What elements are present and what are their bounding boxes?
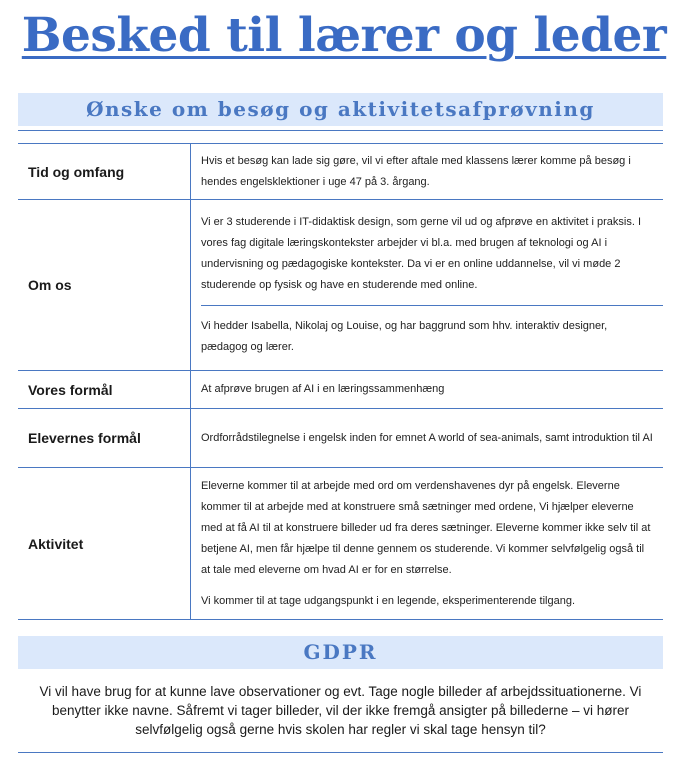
info-table bbox=[18, 143, 663, 620]
row-text-secondary: Vi kommer til at tage udgangspunkt i en legende, eksperimenterende tilgang. bbox=[201, 594, 576, 607]
table-row bbox=[18, 468, 663, 620]
row-text: At afprøve brugen af AI i en læringssammenhæng bbox=[201, 383, 445, 395]
cell-divider bbox=[201, 305, 663, 306]
row-value-aktivitet bbox=[191, 468, 664, 620]
row-text-secondary: Vi hedder Isabella, Nikolaj og Louise, og har baggrund som hhv. interaktiv designer, pædagog og lærer. bbox=[201, 320, 608, 353]
subtitle-banner: Ønske om besøg og aktivitetsafprøvning bbox=[18, 93, 663, 126]
row-label-om-os: Om os bbox=[18, 200, 191, 371]
row-value-tid bbox=[191, 144, 664, 200]
gdpr-heading: GDPR bbox=[18, 636, 663, 669]
row-label-vores-formaal: Vores formål bbox=[18, 371, 191, 409]
row-label-tid: Tid og omfang bbox=[18, 144, 191, 200]
table-row bbox=[18, 200, 663, 371]
table-row bbox=[18, 409, 663, 468]
row-text: Hvis et besøg kan lade sig gøre, vil vi efter aftale med klassens lærer komme på besøg i hendes engelsklektioner i uge 47 på 3. årgang. bbox=[201, 154, 631, 188]
page-title: Besked til lærer og leder bbox=[21, 8, 667, 63]
row-text: Ordforrådstilegnelse i engelsk inden for emnet A world of sea-animals, samt introduktion til AI bbox=[201, 431, 653, 444]
table-row bbox=[18, 371, 663, 409]
gdpr-text: Vi vil have brug for at kunne lave observationer og evt. Tage nogle billeder af arbejdssituationerne. Vi benytter ikke navne. Såfremt vi tager billeder, vil der ikke fremgå ansigter på billederne – vi hører selvfølgelig også gerne hvis skolen har regler vi skal tage hensyn til? bbox=[39, 684, 642, 737]
row-text: Eleverne kommer til at arbejde med ord om verdenshavenes dyr på engelsk. Eleverne kommer til at arbejde med at konstruere små sætninger med ordene, Vi hjælper eleverne med at få AI til at konstruere billeder ud fra deres sætninger. Eleverne kommer ikke selv til at betjene AI, men får hjælpe til denne gennem os studerende. Vi kommer selvfølgelig også til at tale med eleverne om hvad AI er for en størrelse. bbox=[201, 479, 651, 576]
row-text: Vi er 3 studerende i IT-didaktisk design, som gerne vil ud og afprøve en aktivitet i praksis. I vores fag digitale læringskontekster arbejder vi bl.a. med brugen af teknologi og AI i undervisning og pædagogiske kontekster. Da vi er en online uddannelse, vil vi møde 2 studerende op fysisk og have en studerende med online. bbox=[201, 216, 642, 291]
row-value-om-os bbox=[191, 200, 664, 371]
subtitle-underline bbox=[18, 130, 663, 131]
row-label-aktivitet: Aktivitet bbox=[18, 468, 191, 620]
row-value-vores-formaal bbox=[191, 371, 664, 409]
row-value-elevernes-formaal bbox=[191, 409, 664, 468]
table-row bbox=[18, 144, 663, 200]
row-label-elevernes-formaal: Elevernes formål bbox=[18, 409, 191, 468]
bottom-divider bbox=[18, 752, 663, 753]
paragraph-gap bbox=[201, 581, 653, 591]
